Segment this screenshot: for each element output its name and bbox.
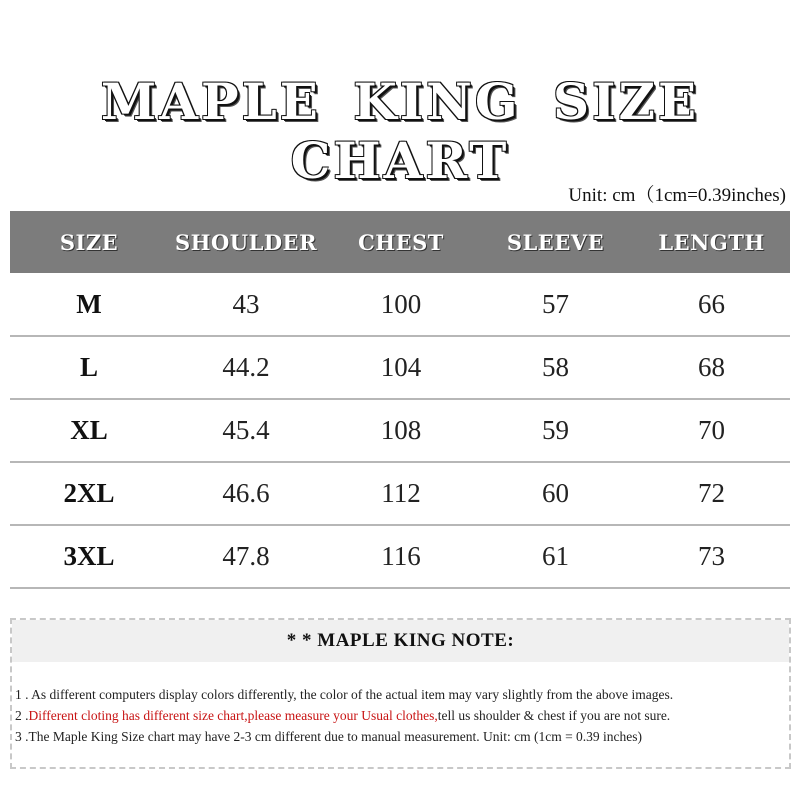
size-cell: M [10, 273, 168, 336]
chest-cell: 104 [324, 336, 478, 399]
page-title: MAPLE KING SIZE CHART [100, 72, 700, 190]
header-size: SIZE [10, 211, 168, 273]
header-chest: CHEST [324, 211, 478, 273]
length-cell: 70 [633, 399, 790, 462]
table-row [10, 525, 790, 588]
size-chart-table [10, 211, 790, 589]
chest-cell: 100 [324, 273, 478, 336]
size-cell: 3XL [10, 525, 168, 588]
shoulder-cell: 43 [168, 273, 324, 336]
chest-cell: 108 [324, 399, 478, 462]
unit-note: Unit: cm（1cm=0.39inches) [568, 185, 786, 206]
shoulder-cell: 45.4 [168, 399, 324, 462]
chest-cell: 116 [324, 525, 478, 588]
length-cell: 73 [633, 525, 790, 588]
table-header-row [10, 211, 790, 273]
note-line-2-prefix: 2 . [15, 708, 29, 723]
length-cell: 66 [633, 273, 790, 336]
table-row [10, 273, 790, 336]
length-cell: 68 [633, 336, 790, 399]
size-cell: 2XL [10, 462, 168, 525]
chest-cell: 112 [324, 462, 478, 525]
note-line-3: 3 .The Maple King Size chart may have 2-3 cm different due to manual measurement. Unit: cm (1cm = 0.39 inches) [15, 729, 643, 744]
table-row [10, 462, 790, 525]
length-cell: 72 [633, 462, 790, 525]
sleeve-cell: 57 [478, 273, 633, 336]
table-row [10, 399, 790, 462]
sleeve-cell: 60 [478, 462, 633, 525]
shoulder-cell: 46.6 [168, 462, 324, 525]
note-header: * * MAPLE KING NOTE: [12, 620, 789, 662]
shoulder-cell: 47.8 [168, 525, 324, 588]
shoulder-cell: 44.2 [168, 336, 324, 399]
note-line-2-highlight: Different cloting has different size chart,please measure your Usual clothes, [28, 708, 438, 723]
note-lines [12, 662, 789, 747]
size-cell: XL [10, 399, 168, 462]
note-line-1: 1 . As different computers display colors differently, the color of the actual item may vary slightly from the above images. [15, 687, 674, 702]
note-box [10, 618, 791, 769]
header-length: LENGTH [633, 211, 790, 273]
note-line-2 [15, 705, 789, 726]
sleeve-cell: 58 [478, 336, 633, 399]
table-row [10, 336, 790, 399]
size-cell: L [10, 336, 168, 399]
header-sleeve: SLEEVE [478, 211, 633, 273]
sleeve-cell: 59 [478, 399, 633, 462]
sleeve-cell: 61 [478, 525, 633, 588]
note-line-2-rest: tell us shoulder & chest if you are not sure. [437, 708, 671, 723]
header-shoulder: SHOULDER [168, 211, 324, 273]
